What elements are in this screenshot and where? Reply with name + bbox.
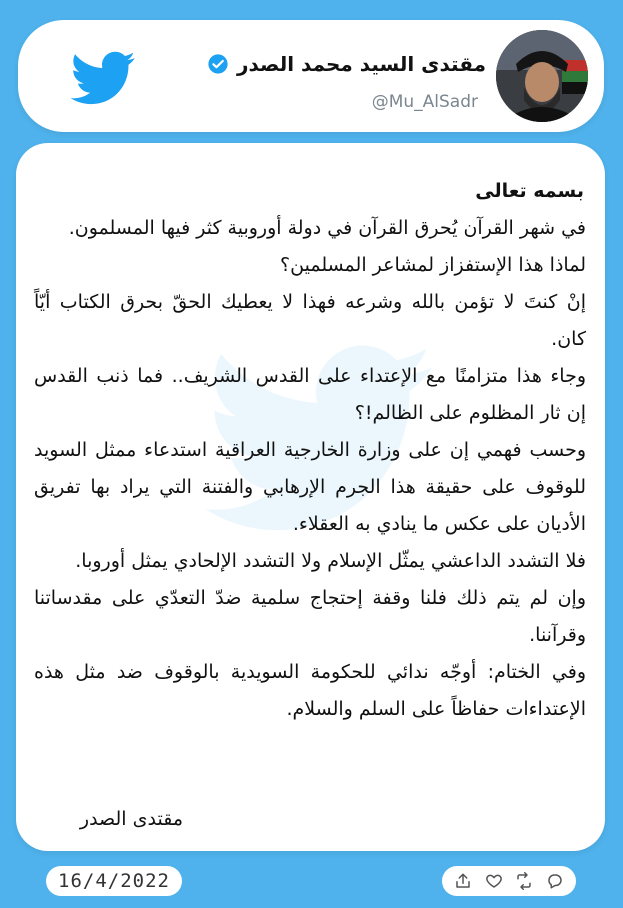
tweet-date: 16/4/2022 bbox=[46, 866, 182, 896]
tweet-opening: بسمه تعالى bbox=[475, 180, 584, 202]
display-name-text: مقتدى السيد محمد الصدر bbox=[236, 52, 486, 76]
tweet-paragraph: وفي الختام: أوجّه ندائي للحكومة السويدية بالوقوف ضد مثل هذه الإعتداءات حفاظاً على السلم والسلام. bbox=[34, 661, 586, 720]
tweet-paragraph: في شهر القرآن يُحرق القرآن في دولة أوروبية كثر فيها المسلمون. bbox=[68, 217, 586, 239]
reply-icon[interactable] bbox=[546, 872, 564, 890]
heart-icon[interactable] bbox=[485, 872, 503, 890]
twitter-bird-icon bbox=[60, 44, 144, 112]
tweet-paragraph: وحسب فهمي إن على وزارة الخارجية العراقية استدعاء ممثل السويد للوقوف على حقيقة هذا الجرم الإرهابي والفتنة التي يراد بها تفريق الأديان على عكس ما ينادي به العقلاء. bbox=[34, 439, 586, 535]
tweet-paragraph: لماذا هذا الإستفزاز لمشاعر المسلمين؟ bbox=[280, 254, 586, 276]
tweet-actions bbox=[442, 866, 576, 896]
tweet-paragraph: وجاء هذا متزامنًا مع الإعتداء على القدس الشريف.. فما ذنب القدس إن ثار المظلوم على الظالم!؟ bbox=[34, 365, 586, 424]
tweet-paragraph: فلا التشدد الداعشي يمثّل الإسلام ولا التشدد الإلحادي يمثل أوروبا. bbox=[75, 550, 586, 572]
profile-photo bbox=[496, 30, 588, 122]
retweet-icon[interactable] bbox=[515, 872, 533, 890]
tweet-paragraph: وإن لم يتم ذلك فلنا وقفة إحتجاج سلمية ضدّ التعدّي على مقدساتنا وقرآننا. bbox=[34, 587, 586, 646]
profile-header-card bbox=[18, 20, 604, 132]
verified-badge-icon bbox=[207, 53, 229, 75]
display-name[interactable] bbox=[207, 52, 486, 76]
tweet-body bbox=[34, 173, 586, 728]
avatar[interactable] bbox=[496, 30, 588, 122]
tweet-card bbox=[16, 143, 605, 851]
share-icon[interactable] bbox=[454, 872, 472, 890]
tweet-signature: مقتدى الصدر bbox=[79, 808, 183, 830]
tweet-paragraph: إنْ كنتَ لا تؤمن بالله وشرعه فهذا لا يعطيك الحقّ بحرق الكتاب أيّاً كان. bbox=[34, 291, 586, 350]
user-handle[interactable]: @Mu_AlSadr bbox=[371, 92, 478, 112]
